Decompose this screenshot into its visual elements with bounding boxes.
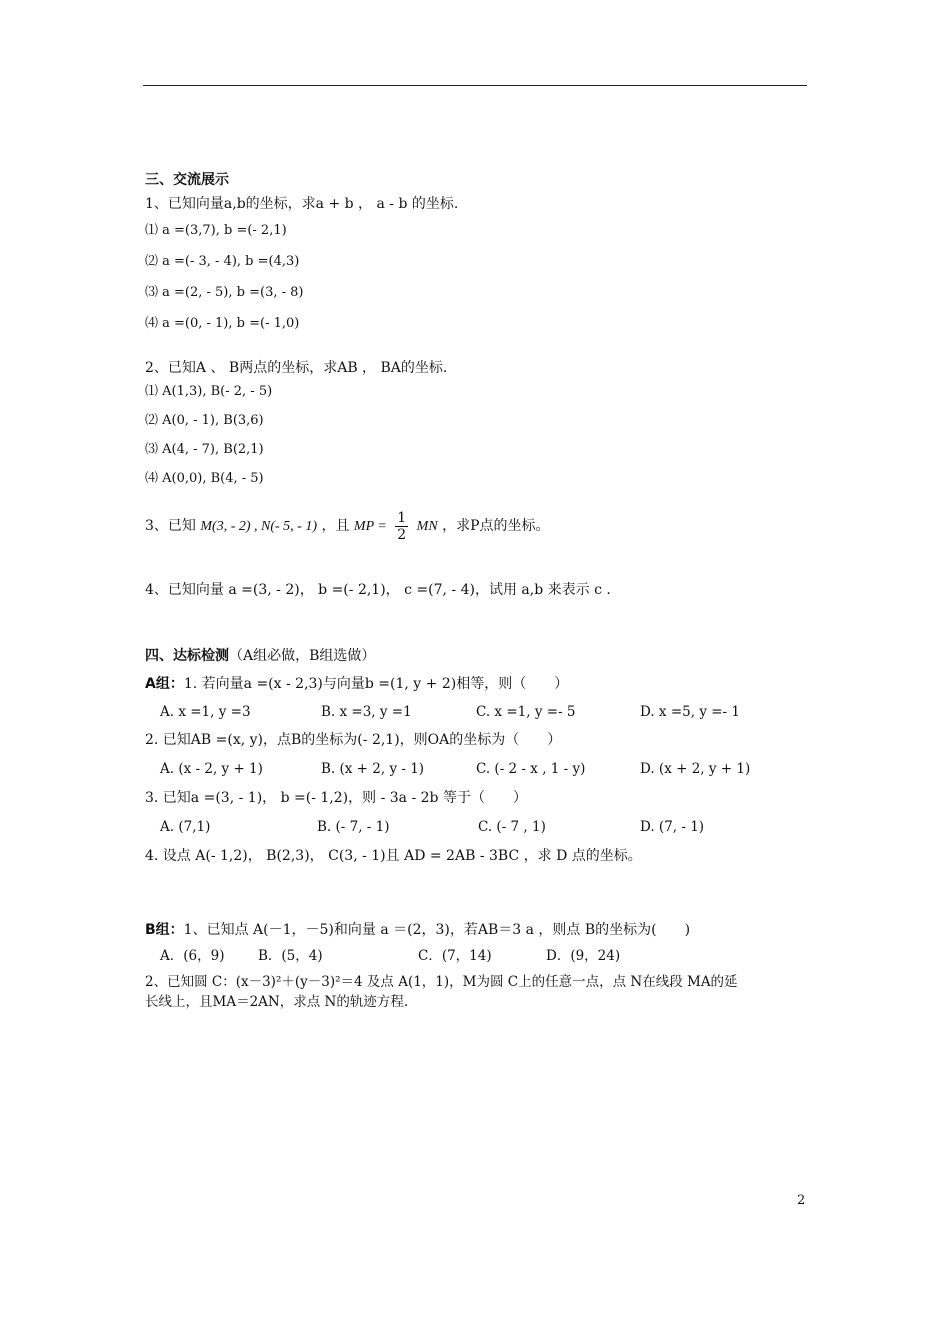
groupB-q2-line-1: 2、已知圆 C：(x－3)²＋(y－3)²＝4 及点 A(1，1)，M为圆 C上的任意一点，点 N在线段 MA的延 <box>145 974 738 990</box>
groupB-q1-option-d: D．(9，24) <box>546 948 621 964</box>
groupA-q3-option-a: A. (7,1) <box>160 819 211 835</box>
q3-vec-right: MN <box>416 519 438 534</box>
page-number: 2 <box>797 1193 806 1208</box>
q1-item-2: ⑵ a =(- 3, - 4), b =(4,3) <box>145 254 300 269</box>
groupB-q1-option-a: A．(6，9) <box>160 948 225 964</box>
groupA-label: A组： <box>145 676 184 692</box>
groupA-q3-option-b: B. (- 7, - 1) <box>317 819 390 835</box>
q2-stem: 2、已知A 、 B两点的坐标，求AB ， BA的坐标. <box>145 360 448 376</box>
groupA-q1-option-d: D. x =5, y =- 1 <box>640 704 740 720</box>
q3-mid: ，且 <box>321 518 350 534</box>
q3-points: M(3, - 2) , N(- 5, - 1) <box>200 519 318 534</box>
groupA-q3-stem: 3. 已知a =(3, - 1)， b =(- 1,2)，则 - 3a - 2b 等于（ ） <box>145 790 527 806</box>
section-4-note: （A组必做，B组选做） <box>229 648 376 664</box>
q3 <box>145 508 550 545</box>
groupB-q1-line <box>145 920 690 940</box>
q2-item-3: ⑶ A(4, - 7), B(2,1) <box>145 442 264 457</box>
groupB-label: B组： <box>145 922 184 938</box>
groupA-q3-option-d: D. (7, - 1) <box>640 819 705 835</box>
q2-item-1: ⑴ A(1,3), B(- 2, - 5) <box>145 384 273 399</box>
section-heading-4-line <box>145 646 375 666</box>
q1-item-3: ⑶ a =(2, - 5), b =(3, - 8) <box>145 285 304 300</box>
q4: 4、已知向量 a =(3, - 2)， b =(- 2,1)， c =(7, - 4)，试用 a,b 来表示 c . <box>145 582 611 598</box>
q1-item-1: ⑴ a =(3,7), b =(- 2,1) <box>145 223 287 238</box>
q3-frac-num: 1 <box>397 509 407 526</box>
groupA-q1-stem: 1. 若向量a =(x - 2,3)与向量b =(1, y + 2)相等，则（ ） <box>183 676 569 692</box>
groupA-q3-option-c: C. (- 7 , 1) <box>478 819 546 835</box>
q2-item-4: ⑷ A(0,0), B(4, - 5) <box>145 471 264 486</box>
groupA-q1-line <box>145 674 568 694</box>
header-rule <box>143 85 807 86</box>
groupA-q2-option-d: D. (x + 2, y + 1) <box>640 761 751 777</box>
q3-pre: 3、已知 <box>145 518 196 534</box>
groupA-q2-option-c: C. (- 2 - x , 1 - y) <box>476 761 586 777</box>
q3-post: ，求P点的坐标。 <box>442 518 550 534</box>
q3-frac-den: 2 <box>397 526 407 543</box>
q1-item-4: ⑷ a =(0, - 1), b =(- 1,0) <box>145 316 300 331</box>
q3-fraction <box>395 510 408 543</box>
q2-item-2: ⑵ A(0, - 1), B(3,6) <box>145 413 264 428</box>
groupA-q4: 4. 设点 A(- 1,2)， B(2,3)， C(3, - 1)且 AD = 2AB - 3BC ，求 D 点的坐标。 <box>145 848 642 864</box>
groupA-q2-option-a: A. (x - 2, y + 1) <box>160 761 263 777</box>
section-heading-3: 三、交流展示 <box>145 172 229 188</box>
q3-vec-left: MP = <box>353 519 387 534</box>
groupB-q1-option-b: B．(5，4) <box>258 948 323 964</box>
groupA-q1-option-b: B. x =3, y =1 <box>321 704 412 720</box>
groupA-q1-option-c: C. x =1, y =- 5 <box>476 704 576 720</box>
groupB-q2-line-2: 长线上，且MA＝2AN，求点 N的轨迹方程. <box>145 994 409 1010</box>
groupA-q1-option-a: A. x =1, y =3 <box>160 704 251 720</box>
groupB-q1-option-c: C．(7，14) <box>418 948 492 964</box>
groupB-q1-stem: 1、已知点 A(－1，－5)和向量 a ＝(2，3)，若AB＝3 a ，则点 B的坐标为( ) <box>183 922 691 938</box>
q1-stem: 1、已知向量a,b的坐标，求a + b ， a - b 的坐标. <box>145 196 459 212</box>
groupA-q2-option-b: B. (x + 2, y - 1) <box>321 761 425 777</box>
groupA-q2-stem: 2. 已知AB =(x, y)，点B的坐标为(- 2,1)，则OA的坐标为（ ） <box>145 732 562 748</box>
section-heading-4: 四、达标检测 <box>145 648 229 664</box>
